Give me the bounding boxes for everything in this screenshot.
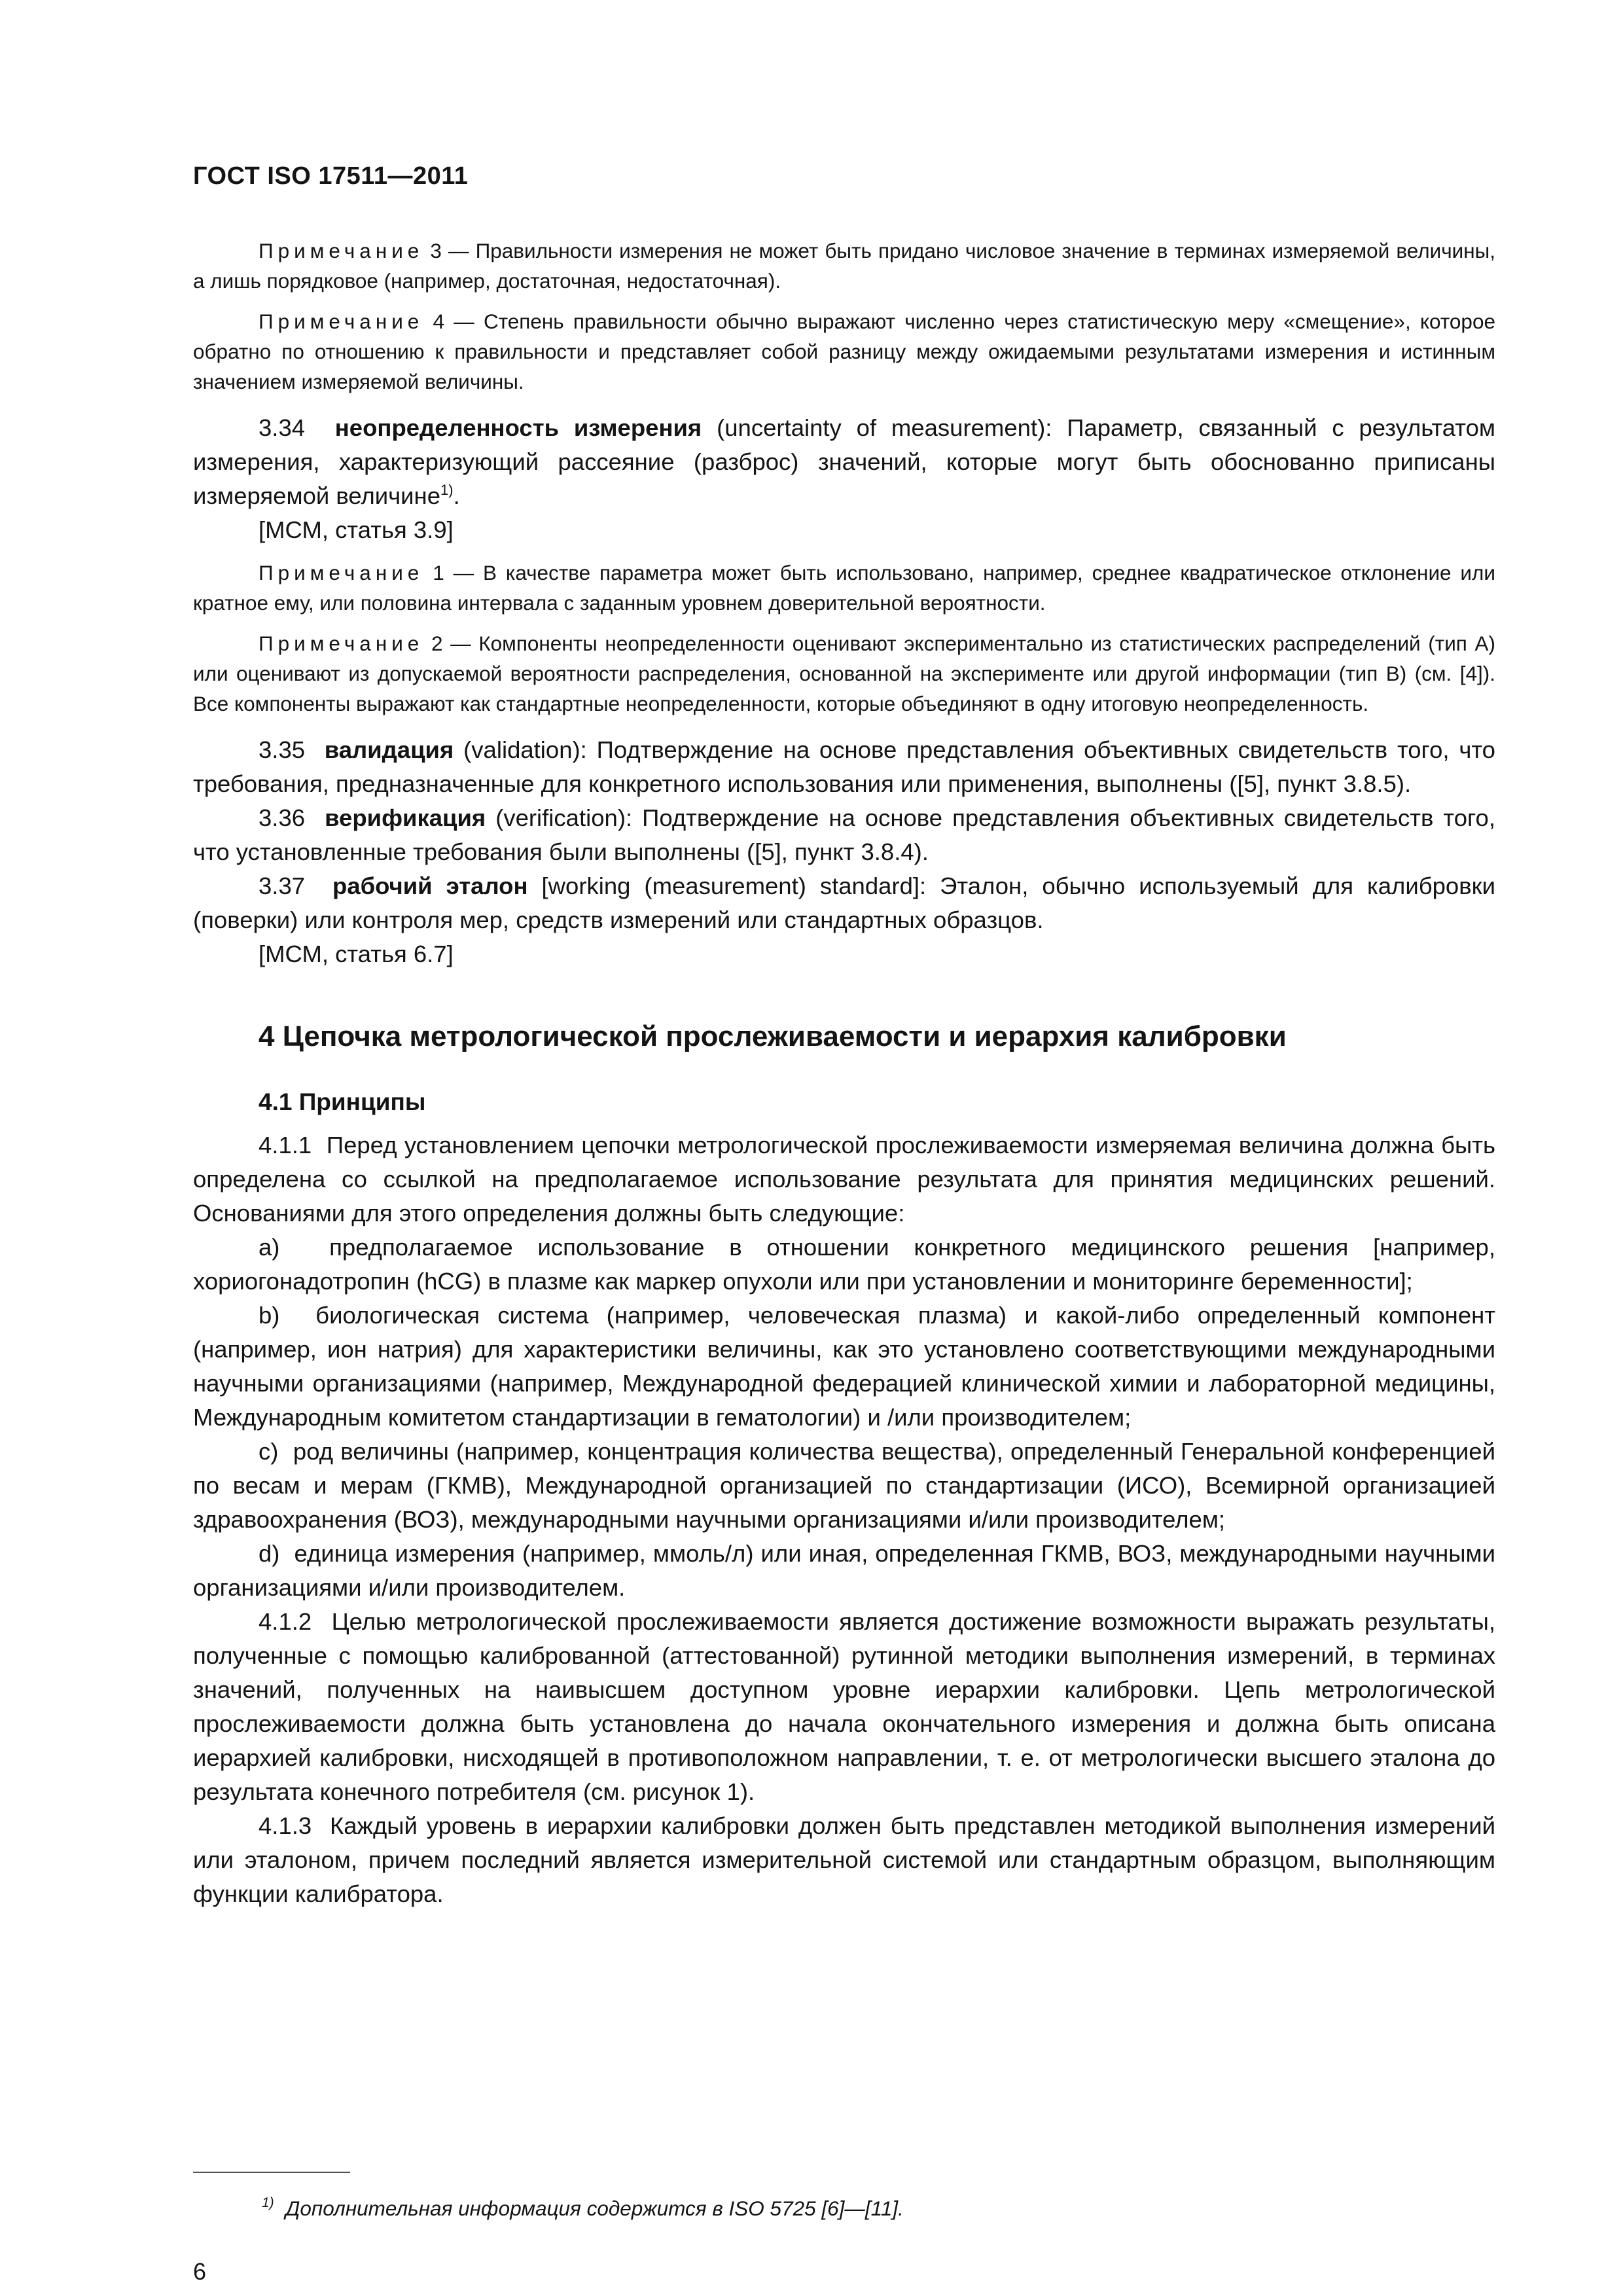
- term-name: рабочий эталон: [332, 872, 528, 899]
- term-number: 3.34: [259, 414, 306, 441]
- note-number: 1: [433, 561, 444, 584]
- note-text: — Компоненты неопределенности оценивают экспериментально из статистических распределений (тип А) или оценивают из допускаемой вероятности распределения, основанной на эксперименте или другой информации (тип В) (см. [4]). Все компоненты выражают как стандартные неопределенности, которые объединяют в одну итоговую неопределенность.: [193, 632, 1495, 715]
- term-source: [МСМ, статья 3.9]: [259, 516, 454, 543]
- note-text: — Степень правильности обычно выражают численно через статистическую меру «смещение», которое обратно по отношению к правильности и представляет собой разницу между ожидаемыми результатами измерения и истинным значением измеряемой величины.: [193, 310, 1495, 393]
- term-source: [МСМ, статья 6.7]: [259, 941, 454, 967]
- list-item-text: предполагаемое использование в отношении конкретного медицинского решения [например, хориогонадотропин (hCG) в плазме как маркер опухоли или при установлении и мониторинге беременности];: [193, 1234, 1495, 1295]
- term-3-37-source: [193, 937, 1495, 971]
- list-item-d: [193, 1537, 1495, 1605]
- footnote-mark: 1): [262, 2195, 274, 2210]
- list-marker: a): [259, 1234, 280, 1261]
- list-item-a: [193, 1230, 1495, 1299]
- term-3-37: [193, 869, 1495, 937]
- note-number: 3: [430, 239, 442, 262]
- list-item-c: [193, 1435, 1495, 1537]
- clause-number: 4.1.3: [259, 1812, 312, 1839]
- term-name: неопределенность измерения: [334, 414, 702, 441]
- list-item-text: биологическая система (например, человеческая плазма) и какой-либо определенный компонент (например, ион натрия) для характеристики величины, как это установлено соответствующими международными научными организациями (например, Международной федерацией клинической химии и лабораторной медицины, Международным комитетом стандартизации в гематологии) и /или производителем;: [193, 1302, 1495, 1431]
- term-end: .: [453, 482, 460, 509]
- clause-text: Каждый уровень в иерархии калибровки должен быть представлен методикой выполнения измерений или эталоном, причем последний является измерительной системой или стандартным образцом, выполняющим функции калибратора.: [193, 1812, 1495, 1907]
- note-3: [193, 236, 1495, 296]
- document-body: [193, 236, 1495, 1911]
- document-header: ГОСТ ISO 17511—2011: [193, 162, 469, 190]
- term-3-34-source: [193, 513, 1495, 547]
- footnote: [262, 2194, 904, 2223]
- clause-4-1-2: [193, 1605, 1495, 1809]
- list-item-text: единица измерения (например, ммоль/л) или иная, определенная ГКМВ, ВОЗ, международными научными организациями и/или производителем.: [193, 1540, 1495, 1601]
- note-label: Примечание: [259, 632, 424, 655]
- section-4-heading: 4 Цепочка метрологической прослеживаемости и иерархия калибровки: [259, 1020, 1287, 1052]
- term-name: валидация: [324, 736, 454, 763]
- term-number: 3.35: [259, 736, 306, 763]
- clause-number: 4.1.2: [259, 1608, 312, 1635]
- note-number: 2: [431, 632, 443, 655]
- list-marker: d): [259, 1540, 280, 1567]
- note-text: — Правильности измерения не может быть придано числовое значение в терминах измеряемой величины, а лишь порядковое (например, достаточная, недостаточная).: [193, 239, 1495, 293]
- section-4-1-heading: 4.1 Принципы: [259, 1088, 426, 1115]
- note-2: [193, 628, 1495, 719]
- list-marker: b): [259, 1302, 280, 1329]
- term-definition: (verification): Подтверждение на основе представления объективных свидетельств того, что установленные требования были выполнены ([5], пункт 3.8.4).: [193, 804, 1495, 865]
- list-marker: c): [259, 1438, 279, 1465]
- term-3-36: [193, 801, 1495, 869]
- clause-4-1-1: [193, 1128, 1495, 1230]
- term-name: верификация: [325, 804, 486, 831]
- clause-text: Целью метрологической прослеживаемости является достижение возможности выражать результаты, полученные с помощью калиброванной (аттестованной) рутинной методики выполнения измерений, в терминах значений, полученных на наивысшем доступном уровне иерархии калибровки. Цепь метрологической прослеживаемости должна быть установлена до начала окончательного измерения и должна быть описана иерархией калибровки, нисходящей в противоположном направлении, т. е. от метрологически высшего эталона до результата конечного потребителя (см. рисунок 1).: [193, 1608, 1495, 1805]
- term-number: 3.37: [259, 872, 306, 899]
- term-number: 3.36: [259, 804, 306, 831]
- clause-4-1-3: [193, 1809, 1495, 1911]
- clause-number: 4.1.1: [259, 1132, 312, 1158]
- note-text: — В качестве параметра может быть использовано, например, среднее квадратическое отклонение или кратное ему, или половина интервала с заданным уровнем доверительной вероятности.: [193, 561, 1495, 615]
- footnote-reference[interactable]: 1): [440, 482, 454, 498]
- note-label: Примечание: [259, 310, 424, 333]
- note-label: Примечание: [259, 561, 424, 584]
- term-definition: (uncertainty of measurement): Параметр, связанный с результатом измерения, характеризующий рассеяние (разброс) значений, которые могут быть обоснованно приписаны измеряемой величине: [193, 414, 1495, 509]
- note-label: Примечание: [259, 239, 424, 262]
- page-number: 6: [193, 2258, 207, 2285]
- footnote-divider: [193, 2172, 350, 2173]
- term-3-35: [193, 733, 1495, 801]
- term-3-34: [193, 411, 1495, 513]
- term-definition: (validation): Подтверждение на основе представления объективных свидетельств того, что требования, предназначенные для конкретного использования или применения, выполнены ([5], пункт 3.8.5).: [193, 736, 1495, 797]
- clause-text: Перед установлением цепочки метрологической прослеживаемости измеряемая величина должна быть определена со ссылкой на предполагаемое использование результата для принятия медицинских решений. Основаниями для этого определения должны быть следующие:: [193, 1132, 1495, 1227]
- footnote-text: Дополнительная информация содержится в ISO 5725 [6]—[11].: [285, 2197, 904, 2220]
- list-item-b: [193, 1299, 1495, 1435]
- note-1: [193, 558, 1495, 618]
- term-definition: [working (measurement) standard]: Эталон, обычно используемый для калибровки (поверки) или контроля мер, средств измерений или стандартных образцов.: [193, 872, 1495, 933]
- note-number: 4: [433, 310, 445, 333]
- note-4: [193, 306, 1495, 397]
- list-item-text: род величины (например, концентрация количества вещества), определенный Генеральной конференцией по весам и мерам (ГКМВ), Международной организацией по стандартизации (ИСО), Всемирной организацией здравоохранения (ВОЗ), международными научными организациями и/или производителем;: [193, 1438, 1495, 1533]
